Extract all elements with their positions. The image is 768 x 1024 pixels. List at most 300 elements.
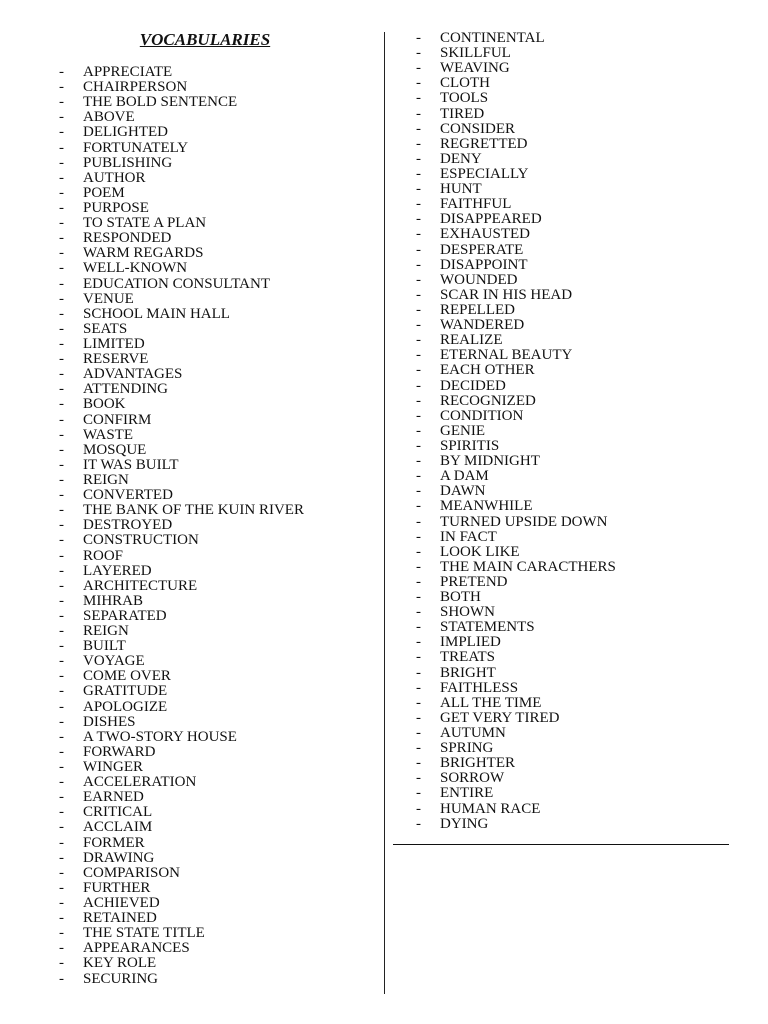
- vocabulary-item: [59, 669, 304, 684]
- bullet-dash: -: [416, 181, 421, 198]
- bullet-dash: -: [59, 864, 64, 881]
- vocabulary-word: LIMITED: [83, 335, 145, 352]
- bullet-dash: -: [59, 305, 64, 322]
- bullet-dash: -: [59, 562, 64, 579]
- bullet-dash: -: [59, 124, 64, 141]
- vocabulary-word: SEATS: [83, 320, 128, 337]
- vocabulary-word: KEY ROLE: [83, 955, 157, 972]
- vocabulary-item: [59, 518, 304, 533]
- bullet-dash: -: [416, 664, 421, 681]
- bullet-dash: -: [416, 755, 421, 772]
- vocabulary-word: WASTE: [83, 426, 133, 443]
- vocabulary-item: [59, 684, 304, 699]
- vocabulary-item: [416, 666, 616, 681]
- vocabulary-word: WINGER: [83, 759, 143, 776]
- vocabulary-item: [416, 137, 616, 152]
- bullet-dash: -: [416, 60, 421, 77]
- vocabulary-item: [416, 620, 616, 635]
- bullet-dash: -: [59, 335, 64, 352]
- vocabulary-word: A DAM: [440, 468, 489, 485]
- bullet-dash: -: [59, 139, 64, 156]
- vocabulary-word: REIGN: [83, 471, 129, 488]
- bullet-dash: -: [416, 362, 421, 379]
- bullet-dash: -: [416, 90, 421, 107]
- bullet-dash: -: [59, 925, 64, 942]
- vocabulary-item: [416, 318, 616, 333]
- vocabulary-item: [59, 594, 304, 609]
- vocabulary-item: [416, 681, 616, 696]
- bullet-dash: -: [59, 713, 64, 730]
- bullet-dash: -: [416, 815, 421, 832]
- vocabulary-word: RESPONDED: [83, 230, 172, 247]
- vocabulary-word: POEM: [83, 184, 125, 201]
- vocabulary-item: [416, 348, 616, 363]
- vocabulary-item: [416, 545, 616, 560]
- bullet-dash: -: [416, 770, 421, 787]
- bullet-dash: -: [416, 649, 421, 666]
- vocabulary-word: WANDERED: [440, 317, 525, 334]
- vocabulary-item: [59, 171, 304, 186]
- bullet-dash: -: [416, 286, 421, 303]
- bullet-dash: -: [59, 532, 64, 549]
- vocabulary-item: [59, 413, 304, 428]
- vocabulary-word: WELL-KNOWN: [83, 260, 188, 277]
- vocabulary-word: FAITHFUL: [440, 196, 512, 213]
- bullet-dash: -: [59, 351, 64, 368]
- bullet-dash: -: [416, 332, 421, 349]
- bullet-dash: -: [416, 347, 421, 364]
- vocabulary-list-right: [416, 31, 616, 832]
- vocabulary-item: [416, 303, 616, 318]
- bullet-dash: -: [416, 453, 421, 470]
- vocabulary-word: APPEARANCES: [83, 940, 190, 957]
- vocabulary-word: ACCLAIM: [83, 819, 153, 836]
- bullet-dash: -: [59, 789, 64, 806]
- vocabulary-word: DAWN: [440, 483, 486, 500]
- vocabulary-word: SECURING: [83, 970, 159, 987]
- bullet-dash: -: [416, 513, 421, 530]
- vocabulary-word: THE BANK OF THE KUIN RIVER: [83, 502, 304, 519]
- bullet-dash: -: [59, 592, 64, 609]
- vocabulary-item: [59, 80, 304, 95]
- bullet-dash: -: [416, 604, 421, 621]
- vocabulary-word: FORWARD: [83, 743, 156, 760]
- bullet-dash: -: [59, 940, 64, 957]
- vocabulary-word: PUBLISHING: [83, 154, 173, 171]
- bullet-dash: -: [59, 230, 64, 247]
- vocabulary-word: APOLOGIZE: [83, 698, 168, 715]
- bullet-dash: -: [59, 774, 64, 791]
- bullet-dash: -: [59, 64, 64, 80]
- vocabulary-item: [416, 46, 616, 61]
- vocabulary-item: [416, 499, 616, 514]
- vocabulary-word: MOSQUE: [83, 441, 147, 458]
- vocabulary-item: [59, 473, 304, 488]
- vocabulary-item: [416, 227, 616, 242]
- bullet-dash: -: [59, 396, 64, 413]
- vocabulary-item: [59, 277, 304, 292]
- bullet-dash: -: [416, 619, 421, 636]
- bullet-dash: -: [416, 468, 421, 485]
- vocabulary-item: [59, 926, 304, 941]
- vocabulary-item: [59, 443, 304, 458]
- end-rule: [393, 844, 729, 845]
- bullet-dash: -: [59, 169, 64, 186]
- vocabulary-word: IT WAS BUILT: [83, 456, 179, 473]
- vocabulary-word: RETAINED: [83, 910, 157, 927]
- bullet-dash: -: [416, 150, 421, 167]
- bullet-dash: -: [59, 834, 64, 851]
- vocabulary-item: [416, 756, 616, 771]
- vocabulary-word: BRIGHT: [440, 664, 496, 681]
- vocabulary-word: ROOF: [83, 547, 124, 564]
- bullet-dash: -: [416, 241, 421, 258]
- vocabulary-item: [59, 352, 304, 367]
- vocabulary-item: [59, 186, 304, 201]
- vocabulary-word: REIGN: [83, 623, 129, 640]
- vocabulary-item: [59, 624, 304, 639]
- vocabulary-item: [59, 156, 304, 171]
- vocabulary-item: [416, 484, 616, 499]
- vocabulary-word: EDUCATION CONSULTANT: [83, 275, 270, 292]
- vocabulary-item: [416, 530, 616, 545]
- bullet-dash: -: [59, 184, 64, 201]
- vocabulary-word: GRATITUDE: [83, 683, 168, 700]
- vocabulary-item: [59, 972, 304, 987]
- vocabulary-item: [416, 635, 616, 650]
- vocabulary-word: GENIE: [440, 422, 485, 439]
- bullet-dash: -: [59, 456, 64, 473]
- vocabulary-item: [59, 246, 304, 261]
- vocabulary-word: TO STATE A PLAN: [83, 215, 207, 232]
- vocabulary-word: MIHRAB: [83, 592, 144, 609]
- vocabulary-word: BOTH: [440, 589, 481, 606]
- bullet-dash: -: [416, 558, 421, 575]
- vocabulary-word: STATEMENTS: [440, 619, 535, 636]
- vocabulary-item: [416, 394, 616, 409]
- bullet-dash: -: [416, 679, 421, 696]
- bullet-dash: -: [59, 79, 64, 96]
- vocabulary-word: THE BOLD SENTENCE: [83, 94, 238, 111]
- vocabulary-item: [59, 216, 304, 231]
- vocabulary-item: [416, 560, 616, 575]
- vocabulary-word: BRIGHTER: [440, 755, 515, 772]
- vocabulary-word: COME OVER: [83, 668, 171, 685]
- bullet-dash: -: [416, 135, 421, 152]
- bullet-dash: -: [416, 271, 421, 288]
- vocabulary-word: TREATS: [440, 649, 496, 666]
- vocabulary-item: [416, 243, 616, 258]
- vocabulary-item: [416, 515, 616, 530]
- bullet-dash: -: [59, 819, 64, 836]
- vocabulary-item: [416, 61, 616, 76]
- vocabulary-item: [416, 258, 616, 273]
- vocabulary-word: DECIDED: [440, 377, 506, 394]
- bullet-dash: -: [416, 120, 421, 137]
- vocabulary-word: ALL THE TIME: [440, 694, 542, 711]
- bullet-dash: -: [59, 623, 64, 640]
- vocabulary-item: [59, 790, 304, 805]
- vocabulary-word: DISHES: [83, 713, 136, 730]
- vocabulary-word: SCAR IN HIS HEAD: [440, 286, 573, 303]
- bullet-dash: -: [416, 725, 421, 742]
- vocabulary-item: [416, 212, 616, 227]
- vocabulary-item: [416, 696, 616, 711]
- bullet-dash: -: [59, 910, 64, 927]
- vocabulary-word: ACHIEVED: [83, 895, 160, 912]
- vocabulary-item: [59, 549, 304, 564]
- vocabulary-word: DESPERATE: [440, 241, 524, 258]
- bullet-dash: -: [416, 301, 421, 318]
- vocabulary-word: LAYERED: [83, 562, 152, 579]
- vocabulary-word: ENTIRE: [440, 785, 494, 802]
- vocabulary-word: SEPARATED: [83, 607, 167, 624]
- bullet-dash: -: [416, 785, 421, 802]
- bullet-dash: -: [416, 543, 421, 560]
- vocabulary-item: [416, 771, 616, 786]
- vocabulary-word: VENUE: [83, 290, 134, 307]
- bullet-dash: -: [416, 165, 421, 182]
- vocabulary-item: [59, 851, 304, 866]
- vocabulary-word: CRITICAL: [83, 804, 153, 821]
- vocabulary-word: MEANWHILE: [440, 498, 533, 515]
- vocabulary-item: [416, 31, 616, 46]
- vocabulary-word: CONDITION: [440, 407, 524, 424]
- vocabulary-word: ACCELERATION: [83, 774, 197, 791]
- vocabulary-word: REPELLED: [440, 301, 515, 318]
- vocabulary-word: WOUNDED: [440, 271, 518, 288]
- vocabulary-item: [416, 197, 616, 212]
- page-title: VOCABULARIES: [139, 30, 271, 49]
- vocabulary-word: SHOWN: [440, 604, 495, 621]
- vocabulary-word: DYING: [440, 815, 489, 832]
- vocabulary-word: FORMER: [83, 834, 145, 851]
- vocabulary-item: [59, 911, 304, 926]
- vocabulary-word: ETERNAL BEAUTY: [440, 347, 573, 364]
- vocabulary-word: DENY: [440, 150, 482, 167]
- vocabulary-item: [416, 605, 616, 620]
- vocabulary-word: SKILLFUL: [440, 45, 511, 62]
- vocabulary-word: DISAPPOINT: [440, 256, 528, 273]
- bullet-dash: -: [59, 970, 64, 987]
- vocabulary-item: [416, 182, 616, 197]
- bullet-dash: -: [59, 245, 64, 262]
- vocabulary-word: WEAVING: [440, 60, 510, 77]
- vocabulary-word: PURPOSE: [83, 199, 149, 216]
- vocabulary-item: [416, 817, 616, 832]
- vocabulary-item: [416, 454, 616, 469]
- bullet-dash: -: [59, 381, 64, 398]
- vocabulary-item: [416, 122, 616, 137]
- vocabulary-word: LOOK LIKE: [440, 543, 520, 560]
- bullet-dash: -: [59, 668, 64, 685]
- vocabulary-word: HUMAN RACE: [440, 800, 541, 817]
- bullet-dash: -: [416, 573, 421, 590]
- vocabulary-word: RESERVE: [83, 351, 149, 368]
- vocabulary-item: [59, 775, 304, 790]
- vocabulary-item: [59, 337, 304, 352]
- vocabulary-item: [59, 805, 304, 820]
- bullet-dash: -: [416, 709, 421, 726]
- bullet-dash: -: [59, 653, 64, 670]
- vocabulary-item: [59, 95, 304, 110]
- vocabulary-item: [59, 110, 304, 125]
- vocabulary-item: [416, 650, 616, 665]
- vocabulary-item: [59, 367, 304, 382]
- bullet-dash: -: [59, 426, 64, 443]
- vocabulary-item: [59, 715, 304, 730]
- vocabulary-word: CHAIRPERSON: [83, 79, 188, 96]
- vocabulary-word: APPRECIATE: [83, 64, 173, 80]
- vocabulary-item: [416, 726, 616, 741]
- vocabulary-word: REGRETTED: [440, 135, 528, 152]
- vocabulary-item: [59, 125, 304, 140]
- bullet-dash: -: [416, 75, 421, 92]
- vocabulary-item: [416, 711, 616, 726]
- bullet-dash: -: [416, 498, 421, 515]
- vocabulary-item: [59, 609, 304, 624]
- vocabulary-word: WARM REGARDS: [83, 245, 204, 262]
- bullet-dash: -: [59, 275, 64, 292]
- vocabulary-item: [416, 424, 616, 439]
- vocabulary-item: [59, 564, 304, 579]
- vocabulary-item: [416, 786, 616, 801]
- vocabulary-word: CONTINENTAL: [440, 30, 545, 46]
- vocabulary-item: [416, 409, 616, 424]
- vocabulary-item: [59, 488, 304, 503]
- bullet-dash: -: [59, 199, 64, 216]
- vocabulary-word: DELIGHTED: [83, 124, 168, 141]
- vocabulary-word: CONSIDER: [440, 120, 516, 137]
- vocabulary-word: CLOTH: [440, 75, 490, 92]
- bullet-dash: -: [59, 577, 64, 594]
- vocabulary-item: [416, 741, 616, 756]
- bullet-dash: -: [416, 800, 421, 817]
- vocabulary-item: [59, 730, 304, 745]
- vocabulary-word: EACH OTHER: [440, 362, 535, 379]
- vocabulary-item: [59, 579, 304, 594]
- vocabulary-item: [59, 956, 304, 971]
- bullet-dash: -: [416, 634, 421, 651]
- vocabulary-item: [416, 333, 616, 348]
- bullet-dash: -: [59, 290, 64, 307]
- bullet-dash: -: [59, 320, 64, 337]
- vocabulary-word: TOOLS: [440, 90, 489, 107]
- vocabulary-item: [59, 231, 304, 246]
- bullet-dash: -: [416, 528, 421, 545]
- vocabulary-word: BUILT: [83, 638, 126, 655]
- vocabulary-word: CONFIRM: [83, 411, 152, 428]
- bullet-dash: -: [59, 607, 64, 624]
- bullet-dash: -: [59, 849, 64, 866]
- vocabulary-word: ATTENDING: [83, 381, 168, 398]
- vocabulary-word: DISAPPEARED: [440, 211, 542, 228]
- vocabulary-item: [416, 469, 616, 484]
- vocabulary-word: BOOK: [83, 396, 126, 413]
- vocabulary-item: [59, 307, 304, 322]
- vocabulary-item: [416, 379, 616, 394]
- vocabulary-item: [59, 322, 304, 337]
- bullet-dash: -: [59, 94, 64, 111]
- vocabulary-word: CONVERTED: [83, 487, 173, 504]
- vocabulary-item: [59, 201, 304, 216]
- vocabulary-item: [416, 363, 616, 378]
- vocabulary-word: EXHAUSTED: [440, 226, 530, 243]
- bullet-dash: -: [59, 683, 64, 700]
- column-divider: [384, 32, 385, 994]
- vocabulary-item: [416, 288, 616, 303]
- vocabulary-word: AUTHOR: [83, 169, 146, 186]
- bullet-dash: -: [416, 256, 421, 273]
- bullet-dash: -: [416, 45, 421, 62]
- vocabulary-item: [416, 590, 616, 605]
- vocabulary-item: [416, 802, 616, 817]
- bullet-dash: -: [59, 517, 64, 534]
- vocabulary-item: [59, 941, 304, 956]
- vocabulary-word: ESPECIALLY: [440, 165, 529, 182]
- vocabulary-item: [416, 439, 616, 454]
- bullet-dash: -: [416, 740, 421, 757]
- bullet-dash: -: [416, 407, 421, 424]
- vocabulary-word: ARCHITECTURE: [83, 577, 198, 594]
- vocabulary-item: [59, 745, 304, 760]
- bullet-dash: -: [416, 211, 421, 228]
- vocabulary-word: SPIRITIS: [440, 437, 500, 454]
- bullet-dash: -: [59, 955, 64, 972]
- bullet-dash: -: [59, 638, 64, 655]
- vocabulary-item: [416, 575, 616, 590]
- vocabulary-item: [59, 458, 304, 473]
- bullet-dash: -: [59, 728, 64, 745]
- vocabulary-word: TIRED: [440, 105, 485, 122]
- vocabulary-word: HUNT: [440, 181, 482, 198]
- bullet-dash: -: [59, 487, 64, 504]
- vocabulary-item: [59, 836, 304, 851]
- bullet-dash: -: [416, 377, 421, 394]
- bullet-dash: -: [59, 879, 64, 896]
- vocabulary-list-left: [59, 65, 304, 987]
- vocabulary-word: CONSTRUCTION: [83, 532, 199, 549]
- bullet-dash: -: [59, 743, 64, 760]
- vocabulary-item: [59, 141, 304, 156]
- bullet-dash: -: [59, 895, 64, 912]
- vocabulary-word: FAITHLESS: [440, 679, 519, 696]
- vocabulary-item: [416, 107, 616, 122]
- vocabulary-item: [59, 428, 304, 443]
- vocabulary-word: SCHOOL MAIN HALL: [83, 305, 230, 322]
- bullet-dash: -: [416, 589, 421, 606]
- vocabulary-word: FURTHER: [83, 879, 151, 896]
- vocabulary-item: [416, 91, 616, 106]
- vocabulary-item: [59, 261, 304, 276]
- vocabulary-word: DESTROYED: [83, 517, 173, 534]
- bullet-dash: -: [416, 317, 421, 334]
- vocabulary-word: GET VERY TIRED: [440, 709, 560, 726]
- bullet-dash: -: [59, 502, 64, 519]
- vocabulary-item: [59, 639, 304, 654]
- vocabulary-word: THE MAIN CARACTHERS: [440, 558, 616, 575]
- vocabulary-item: [59, 397, 304, 412]
- bullet-dash: -: [59, 759, 64, 776]
- vocabulary-item: [59, 654, 304, 669]
- bullet-dash: -: [416, 392, 421, 409]
- bullet-dash: -: [416, 694, 421, 711]
- vocabulary-item: [416, 167, 616, 182]
- bullet-dash: -: [59, 366, 64, 383]
- bullet-dash: -: [59, 471, 64, 488]
- vocabulary-item: [59, 881, 304, 896]
- bullet-dash: -: [416, 105, 421, 122]
